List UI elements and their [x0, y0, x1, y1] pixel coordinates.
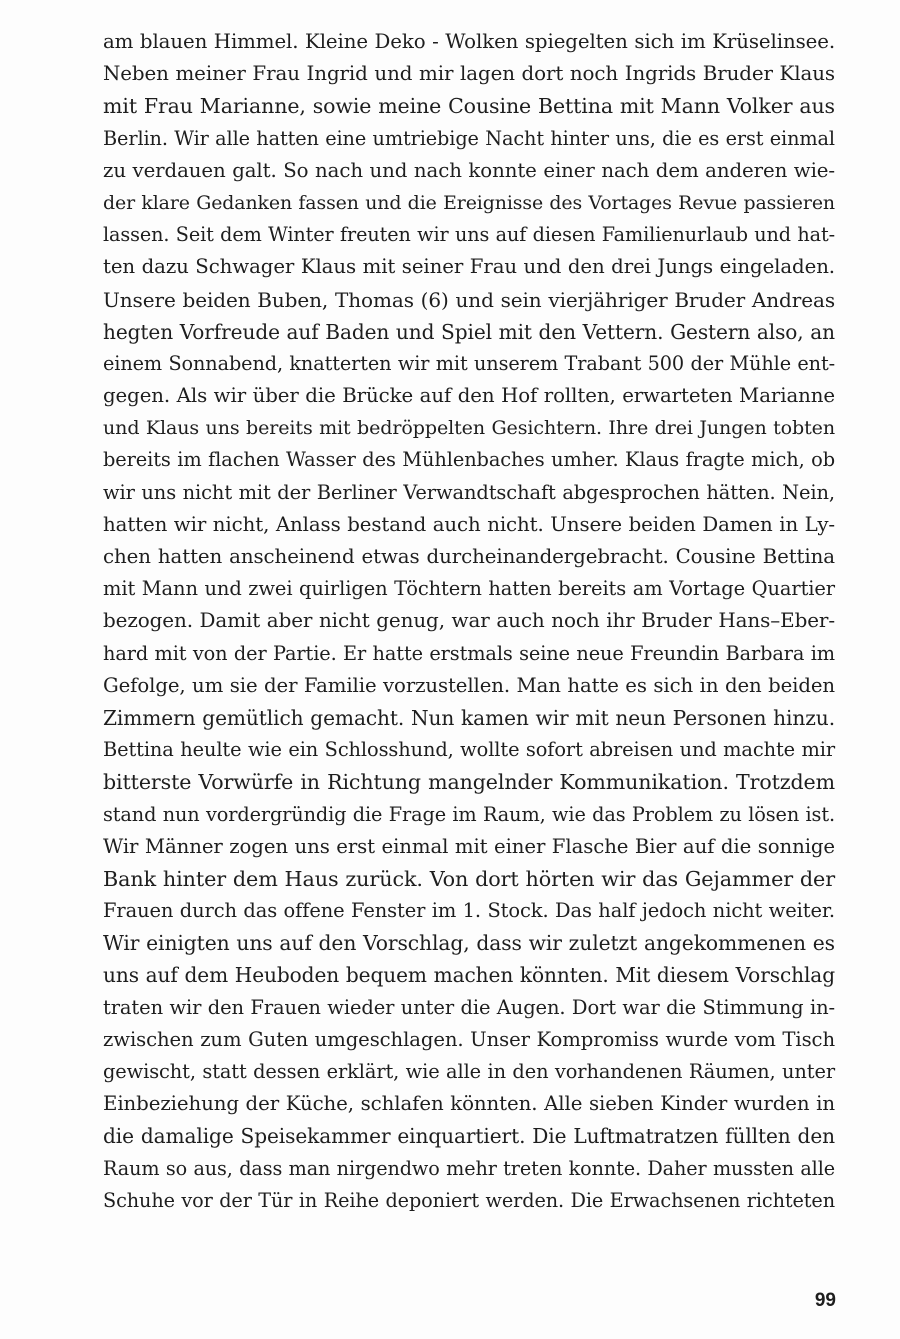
- text-line: hegten Vorfreude auf Baden und Spiel mit den Vettern. Gestern also, an: [103, 319, 835, 344]
- text-line: und Klaus uns bereits mit bedröppelten Gesichtern. Ihre drei Jungen tobten: [103, 417, 835, 440]
- text-line: hatten wir nicht, Anlass bestand auch nicht. Unsere beiden Damen in Ly-: [103, 512, 835, 536]
- text-line: Gefolge, um sie der Familie vorzustellen. Man hatte es sich in den beiden: [103, 673, 835, 697]
- text-line: bitterste Vorwürfe in Richtung mangelnder Kommunikation. Trotzdem: [103, 770, 835, 795]
- text-line: am blauen Himmel. Kleine Deko - Wolken spiegelten sich im Krüselinsee.: [103, 30, 835, 53]
- body-text: [103, 26, 835, 1217]
- text-line: Zimmern gemütlich gemacht. Nun kamen wir mit neun Personen hinzu.: [103, 705, 835, 730]
- text-line: gegen. Als wir über die Brücke auf den Hof rollten, erwarteten Marianne: [103, 384, 835, 408]
- text-line: gewischt, statt dessen erklärt, wie alle in den vorhandenen Räumen, unter: [103, 1060, 835, 1083]
- text-line: mit Frau Marianne, sowie meine Cousine Bettina mit Mann Volker aus: [103, 94, 835, 119]
- text-line: wir uns nicht mit der Berliner Verwandtschaft abgesprochen hätten. Nein,: [103, 480, 835, 504]
- text-line: Berlin. Wir alle hatten eine umtriebige Nacht hinter uns, die es erst einmal: [103, 126, 835, 150]
- text-line: hard mit von der Partie. Er hatte erstmals seine neue Freundin Barbara im: [103, 641, 835, 665]
- text-line: lassen. Seit dem Winter freuten wir uns auf diesen Familienurlaub und hat-: [103, 223, 835, 247]
- text-line: Bettina heulte wie ein Schlosshund, wollte sofort abreisen und machte mir: [103, 738, 835, 762]
- text-line: Wir einigten uns auf den Vorschlag, dass wir zuletzt angekommenen es: [103, 931, 835, 956]
- text-line: der klare Gedanken fassen und die Ereignisse des Vortages Revue passieren: [103, 191, 835, 214]
- text-line: zu verdauen galt. So nach und nach konnte einer nach dem anderen wie-: [103, 158, 835, 182]
- text-line: Frauen durch das offene Fenster im 1. Stock. Das half jedoch nicht weiter.: [103, 899, 835, 923]
- text-line: Unsere beiden Buben, Thomas (6) und sein vierjähriger Bruder Andreas: [103, 287, 835, 312]
- text-line: bezogen. Damit aber nicht genug, war auch noch ihr Bruder Hans–Eber-: [103, 609, 835, 633]
- text-line: die damalige Speisekammer einquartiert. Die Luftmatratzen füllten den: [103, 1124, 835, 1149]
- text-line: zwischen zum Guten umgeschlagen. Unser Kompromiss wurde vom Tisch: [103, 1027, 835, 1051]
- text-line: Einbeziehung der Küche, schlafen könnten. Alle sieben Kinder wurden in: [103, 1092, 835, 1116]
- text-line: Wir Männer zogen uns erst einmal mit einer Flasche Bier auf die sonnige: [103, 834, 835, 858]
- text-line: bereits im flachen Wasser des Mühlenbaches umher. Klaus fragte mich, ob: [103, 448, 835, 472]
- text-line: chen hatten anscheinend etwas durcheinandergebracht. Cousine Bettina: [103, 545, 835, 568]
- text-line: traten wir den Frauen wieder unter die Augen. Dort war die Stimmung in-: [103, 995, 835, 1019]
- text-line: einem Sonnabend, knatterten wir mit unserem Trabant 500 der Mühle ent-: [103, 351, 835, 375]
- text-line: ten dazu Schwager Klaus mit seiner Frau und den drei Jungs eingeladen.: [103, 255, 835, 279]
- page-number: 99: [814, 1290, 836, 1311]
- text-line: Neben meiner Frau Ingrid und mir lagen dort noch Ingrids Bruder Klaus: [103, 62, 835, 86]
- text-line: stand nun vordergründig die Frage im Raum, wie das Problem zu lösen ist.: [103, 802, 835, 826]
- text-line: Bank hinter dem Haus zurück. Von dort hörten wir das Gejammer der: [103, 866, 835, 891]
- text-line: Raum so aus, dass man nirgendwo mehr treten konnte. Daher mussten alle: [103, 1156, 835, 1180]
- text-line: Schuhe vor der Tür in Reihe deponiert werden. Die Erwachsenen richteten: [103, 1188, 835, 1212]
- text-line: uns auf dem Heuboden bequem machen könnten. Mit diesem Vorschlag: [103, 963, 835, 988]
- text-line: mit Mann und zwei quirligen Töchtern hatten bereits am Vortage Quartier: [103, 577, 835, 601]
